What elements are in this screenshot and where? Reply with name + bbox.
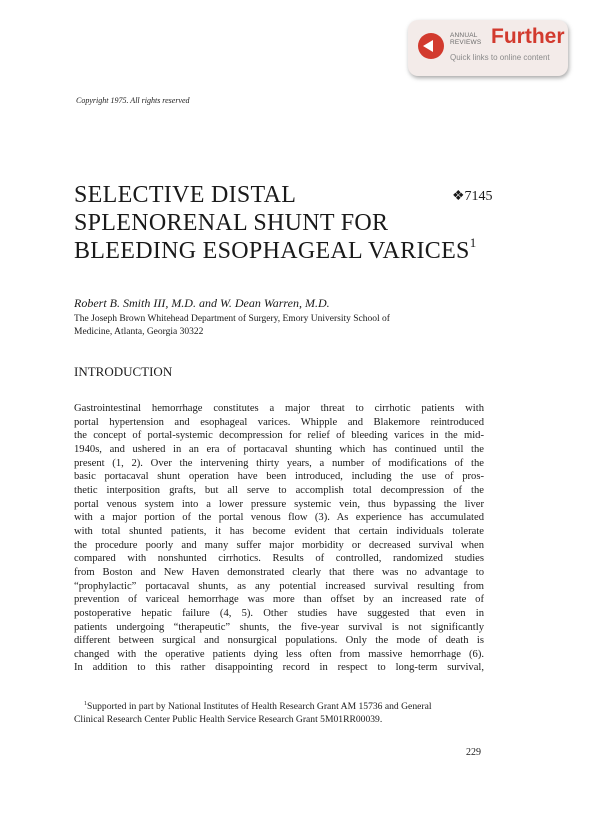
text-line: portal hypertension and esophageal varices. Whipple and Blakemore reintroduced [74, 416, 484, 428]
text-line: prevention of variceal hemorrhage was more than offset by an increased rate of [74, 594, 484, 606]
authors: Robert B. Smith III, M.D. and W. Dean Warren, M.D. [74, 296, 330, 310]
text-line: postoperative hepatic failure (4, 5). Other studies have suggested that even in [74, 607, 484, 619]
article-title [74, 181, 477, 265]
text-line: from Boston and New Haven demonstrated clearly that there was no advantage to [74, 566, 484, 578]
article-number: ❖7145 [452, 189, 493, 204]
title-line: SPLENORENAL SHUNT FOR [74, 210, 389, 236]
text-line: changed with the operative patients dying less often from massive hemorrhage (6). [74, 648, 484, 660]
body-paragraph [74, 402, 484, 675]
affiliation: The Joseph Brown Whitehead Department of Surgery, Emory University School of Medicine, Atlanta, Georgia 30322 [74, 314, 390, 337]
text-line: patients undergoing “therapeutic” shunts, the five-year survival is not significantly [74, 621, 484, 633]
annual-reviews-logo-text: ANNUAL REVIEWS [450, 32, 482, 46]
text-line: basic portacaval shunt operation have been introduced, including the use of pros- [74, 471, 484, 483]
copyright-notice: Copyright 1975. All rights reserved [76, 96, 190, 105]
text-line: 1940s, and ushered in an era of portacaval shunting which has continued until the [74, 443, 484, 455]
text-line: “prophylactic” portacaval shunts, as any potential increased survival resulting from [74, 580, 484, 592]
footnote-line: Clinical Research Center Public Health Service Research Grant 5M01RR00039. [74, 714, 383, 725]
section-heading: INTRODUCTION [74, 364, 173, 379]
further-subtitle: Quick links to online content [450, 53, 550, 62]
further-label: Further [491, 25, 565, 48]
text-line: with total shunted patients, it has become evident that certain individuals tolerate [74, 525, 484, 537]
title-line: BLEEDING ESOPHAGEAL VARICES$^1$ [74, 235, 477, 264]
footnote [74, 700, 486, 726]
annual-reviews-further-badge[interactable] [408, 20, 568, 76]
text-line: different between surgical and nonsurgical populations. Only the mode of death is [74, 635, 484, 647]
text-line: the concept of portal-systemic decompression for relief of bleeding varices in the mid- [74, 430, 484, 442]
title-line: SELECTIVE DISTAL [74, 182, 297, 208]
footnote-line: $^1$Supported in part by National Institutes of Health Research Grant AM 15736 and General [84, 701, 432, 712]
footnote-mark: 1 [84, 701, 87, 707]
play-back-icon [418, 33, 444, 59]
text-line: Gastrointestinal hemorrhage constitutes a major threat to cirrhotic patients with [74, 403, 484, 414]
text-line: portal venous system into a lower pressure systemic vein, thus bypassing the liver [74, 498, 484, 510]
title-footnote-mark: 1 [469, 235, 477, 250]
text-line: compared with nonshunted cirrhotics. Results of controlled, randomized studies [74, 553, 484, 565]
text-line: with a major portion of the portal venous flow (3). As experience has accumulated [74, 512, 484, 524]
text-line: the procedure poorly and many suffer major morbidity or decreased survival when [74, 539, 484, 551]
text-line: In addition to this rather disappointing record in respect to long-term survival, [74, 662, 484, 674]
page-number: 229 [466, 747, 481, 758]
text-line: present (1, 2). Over the intervening thirty years, a number of modifications of the [74, 457, 484, 469]
text-line: thetic interposition grafts, but all serve to accomplish total decompression of the [74, 484, 484, 496]
